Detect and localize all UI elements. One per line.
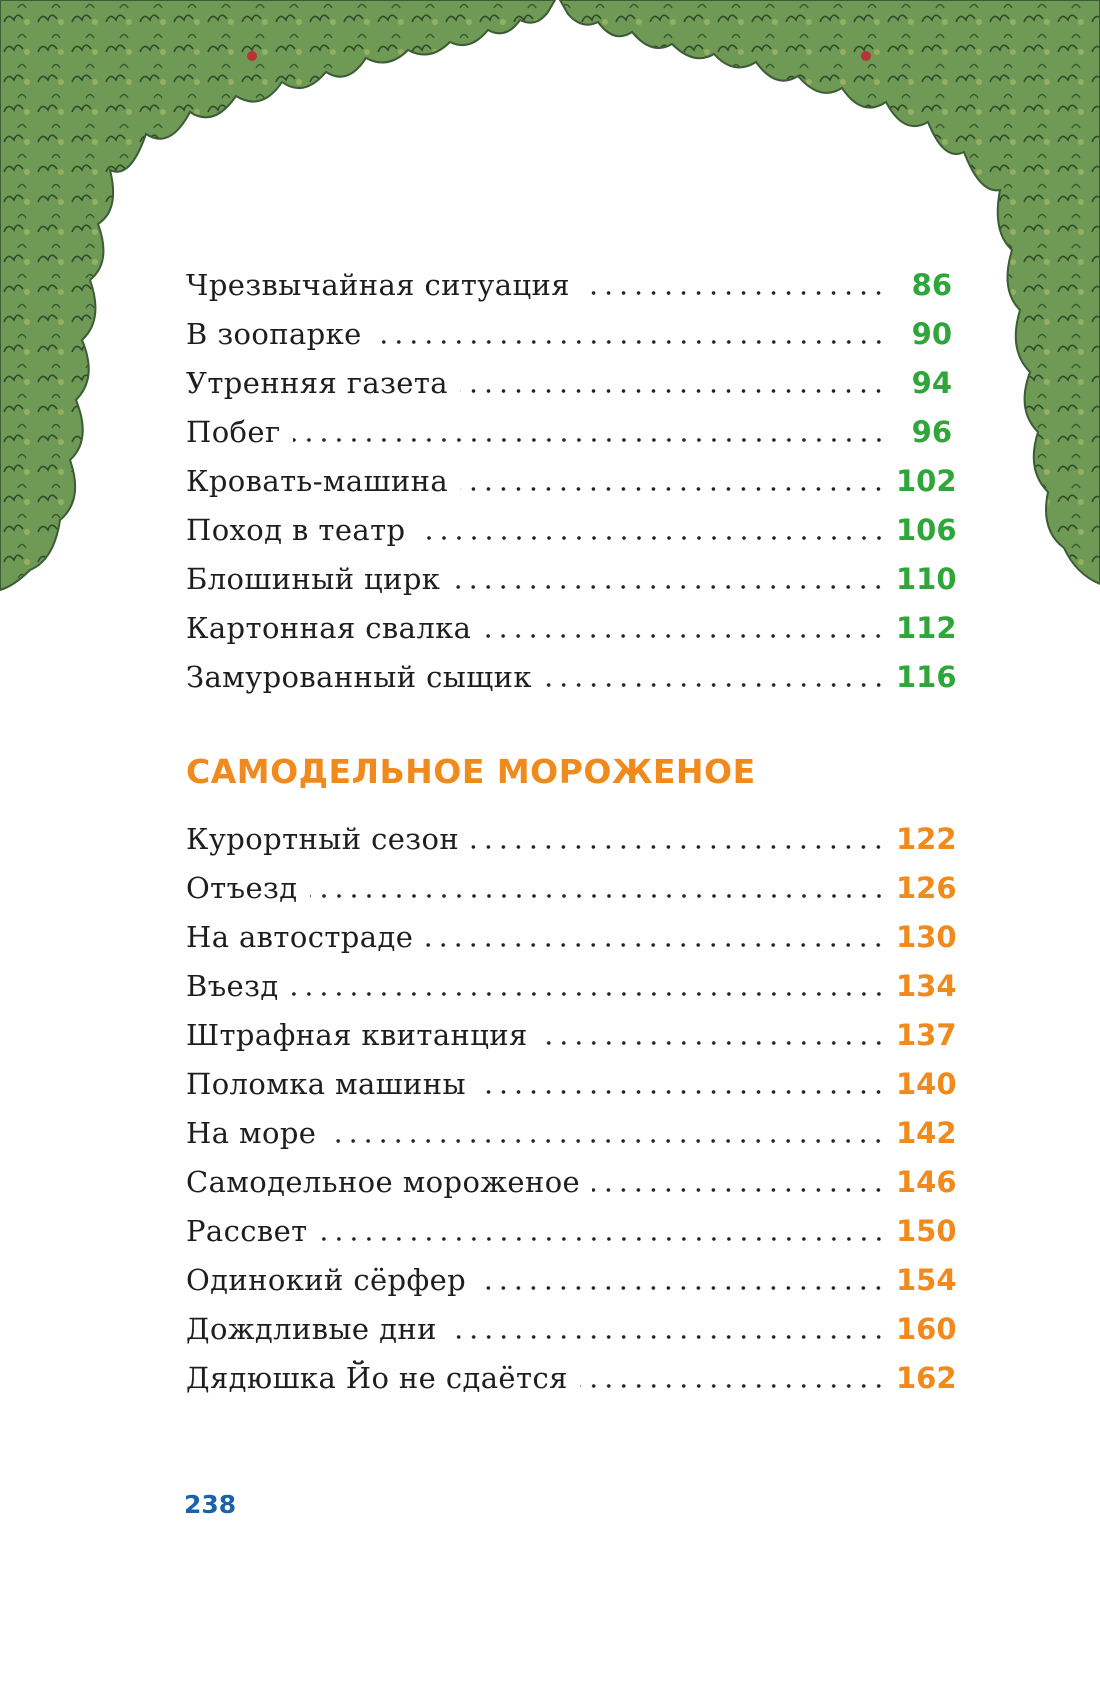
dot-leader [580, 1383, 886, 1389]
toc-entry-page: 146 [896, 1165, 957, 1199]
dot-leader [582, 290, 886, 296]
toc-entry[interactable] [186, 646, 957, 694]
dot-leader [293, 437, 886, 443]
toc-entry[interactable] [186, 1053, 957, 1101]
toc-entry[interactable] [186, 1347, 957, 1395]
toc-entry[interactable] [186, 254, 952, 300]
dot-leader [452, 584, 886, 590]
toc-entry-page: 142 [896, 1116, 957, 1150]
dot-leader [471, 844, 886, 850]
dot-leader [310, 893, 886, 899]
toc-entry[interactable] [186, 1249, 957, 1297]
dot-leader [478, 1285, 886, 1291]
toc-entry[interactable] [186, 1102, 957, 1150]
toc-entry-page: 106 [896, 513, 957, 547]
toc-entry-page: 134 [896, 969, 957, 1003]
toc-entry[interactable] [186, 1004, 957, 1052]
toc-entry-title: Дождливые дни [186, 1312, 437, 1346]
toc-entry[interactable] [186, 1200, 957, 1248]
toc-entry[interactable] [186, 597, 957, 645]
toc-entry-title: Курортный сезон [186, 822, 460, 856]
toc-entry-title: Штрафная квитанция [186, 1018, 528, 1052]
toc-entry-page: 94 [911, 366, 952, 400]
toc-entry[interactable] [186, 401, 952, 447]
toc-entry-title: Блошиный цирк [186, 562, 441, 596]
toc-entry-page: 130 [896, 920, 957, 954]
toc-entry-page: 137 [896, 1018, 957, 1052]
dot-leader [460, 388, 886, 394]
toc-entry-title: Поход в театр [186, 513, 406, 547]
toc-entry-title: Дядюшка Йо не сдаётся [186, 1361, 568, 1395]
toc-entry-title: Самодельное мороженое [186, 1165, 581, 1199]
toc-entry-page: 122 [896, 822, 957, 856]
toc-entry-title: Картонная свалка [186, 611, 472, 645]
dot-leader [460, 486, 886, 492]
toc-entry[interactable] [186, 352, 952, 398]
toc-entry-title: Побег [186, 415, 281, 449]
dot-leader [540, 1040, 886, 1046]
toc-entry-title: Поломка машины [186, 1067, 466, 1101]
toc-entry-page: 96 [911, 415, 952, 449]
toc-entry[interactable] [186, 303, 952, 349]
toc-entry[interactable] [186, 499, 957, 547]
toc-entry-page: 160 [896, 1312, 957, 1346]
toc-entry-page: 90 [911, 317, 952, 351]
dot-leader [544, 682, 886, 688]
toc-entry-page: 140 [896, 1067, 957, 1101]
toc-entry[interactable] [186, 955, 957, 1003]
toc-entry-page: 86 [911, 268, 952, 302]
page-number: 238 [184, 1490, 237, 1519]
dot-leader [449, 1334, 886, 1340]
toc-entry[interactable] [186, 450, 957, 498]
dot-leader [418, 535, 887, 541]
dot-leader [592, 1187, 886, 1193]
dot-leader [328, 1138, 886, 1144]
toc-entry-title: В зоопарке [186, 317, 362, 351]
toc-entry-page: 150 [896, 1214, 957, 1248]
toc-entry-title: Одинокий сёрфер [186, 1263, 467, 1297]
dot-leader [478, 1089, 886, 1095]
toc-entry-title: Замурованный сыщик [186, 660, 532, 694]
toc-entry-title: Рассвет [186, 1214, 308, 1248]
dot-leader [374, 339, 886, 345]
toc-entry-title: Чрезвычайная ситуация [186, 268, 570, 302]
toc-entry-title: Кровать-машина [186, 464, 449, 498]
toc-entry-title: Отъезд [186, 871, 298, 905]
toc-entry-title: Утренняя газета [186, 366, 448, 400]
dot-leader [320, 1236, 886, 1242]
toc-entry[interactable] [186, 906, 957, 954]
dot-leader [425, 942, 886, 948]
section-heading: САМОДЕЛЬНОЕ МОРОЖЕНОЕ [186, 752, 756, 791]
toc-entry-page: 112 [896, 611, 957, 645]
toc-entry[interactable] [186, 1298, 957, 1346]
toc-entry-title: На море [186, 1116, 317, 1150]
toc-entry-page: 116 [896, 660, 957, 694]
dot-leader [483, 633, 886, 639]
toc-entry-title: Въезд [186, 969, 279, 1003]
toc-entry[interactable] [186, 1151, 957, 1199]
toc-entry[interactable] [186, 857, 957, 905]
toc-entry-title: На автостраде [186, 920, 414, 954]
toc-entry-page: 154 [896, 1263, 957, 1297]
toc-entry-page: 102 [896, 464, 957, 498]
toc-entry-page: 110 [896, 562, 957, 596]
dot-leader [291, 991, 886, 997]
toc-entry[interactable] [186, 808, 957, 856]
toc-entry[interactable] [186, 548, 957, 596]
toc-entry-page: 162 [896, 1361, 957, 1395]
toc-entry-page: 126 [896, 871, 957, 905]
